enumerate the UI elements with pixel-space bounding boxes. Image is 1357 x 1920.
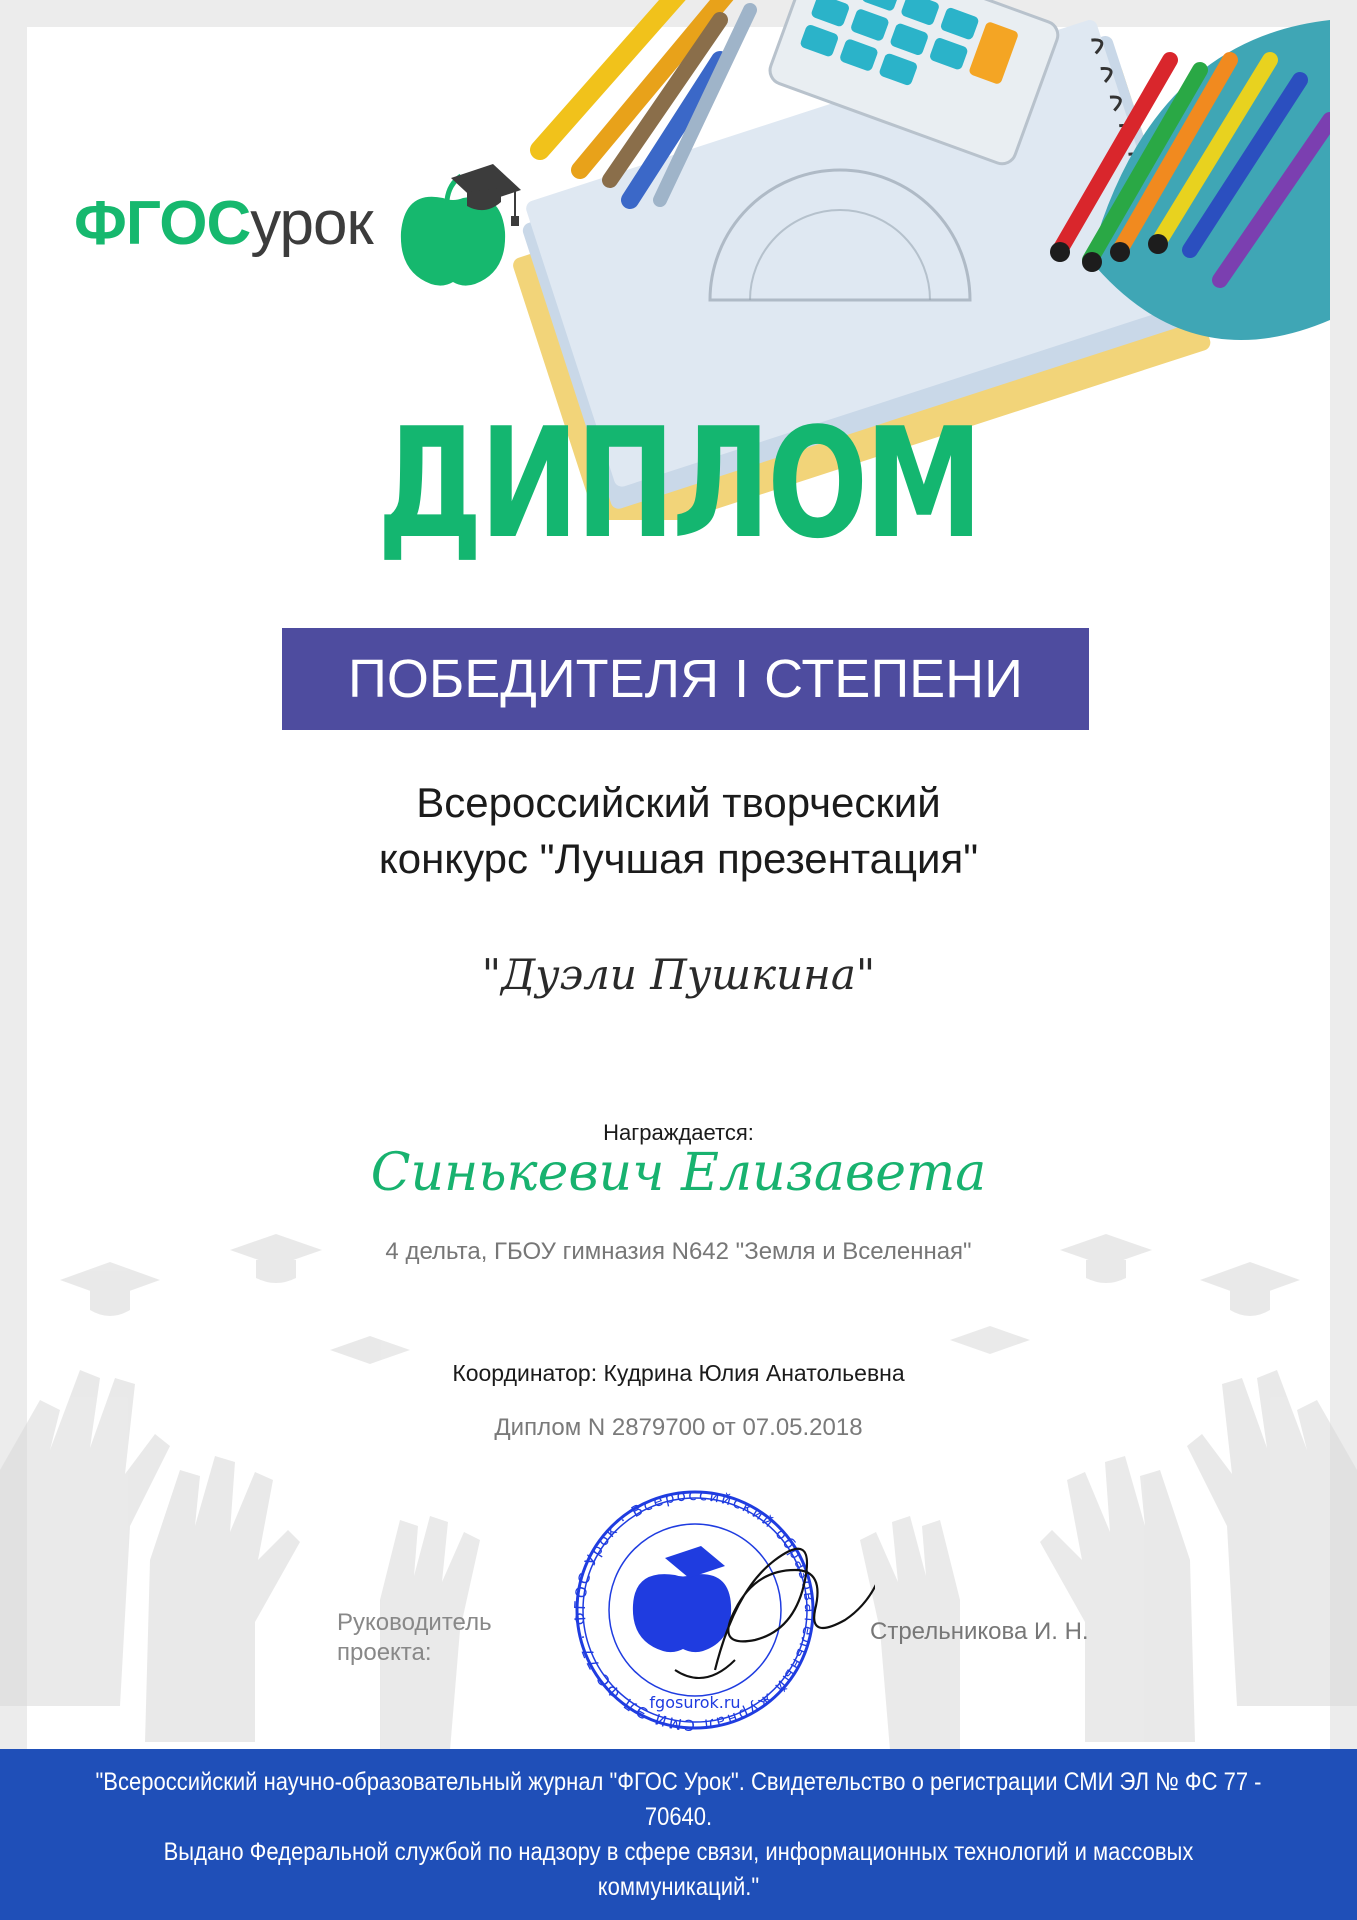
official-stamp-and-signature — [545, 1470, 875, 1740]
degree-banner — [282, 628, 1089, 730]
fgos-urok-logo — [74, 158, 521, 288]
stamp-url: fgosurok.ru — [649, 1693, 741, 1712]
contest-line-1: Всероссийский творческий — [416, 779, 941, 826]
logo-wordmark — [74, 188, 373, 259]
logo-brand-part2: урок — [250, 188, 373, 258]
awarded-label: Награждается: — [603, 1120, 754, 1145]
project-head-name: Стрельникова И. Н. — [870, 1618, 1089, 1645]
apple-graduation-cap-icon — [391, 158, 521, 288]
awardee-name: Синькевич Елизавета — [370, 1143, 987, 1203]
coordinator-info: Координатор: Кудрина Юлия Анатольевна — [452, 1360, 905, 1386]
logo-brand-part1: ФГОС — [74, 188, 251, 258]
contest-line-2: конкурс "Лучшая презентация" — [378, 835, 979, 882]
degree-text: ПОБЕДИТЕЛЯ I СТЕПЕНИ — [348, 649, 1023, 709]
school-info: 4 дельта, ГБОУ гимназия N642 "Земля и Вселенная" — [385, 1238, 972, 1265]
footer-line-1: "Всероссийский научно-образовательный журнал "ФГОС Урок". Свидетельство о регистрации СМИ ЭЛ № ФС 77 - 70640. — [95, 1767, 1262, 1831]
project-head-label: Руководитель проекта: — [337, 1609, 492, 1666]
work-title: "Дуэли Пушкина" — [481, 950, 876, 999]
contest-name — [0, 775, 1357, 887]
stamp-ring-text: СМИ ЭЛ ФС 77 · ФГОС Урок · Всероссийский образовательный журнал — [570, 1485, 820, 1735]
footer-bar — [0, 1749, 1357, 1920]
diploma-title: ДИПЛОМ — [377, 395, 980, 572]
footer-line-2: Выдано Федеральной службой по надзору в сфере связи, информационных технологий и массовых коммуникаций." — [163, 1837, 1194, 1901]
diploma-number: Диплом N 2879700 от 07.05.2018 — [494, 1414, 863, 1441]
